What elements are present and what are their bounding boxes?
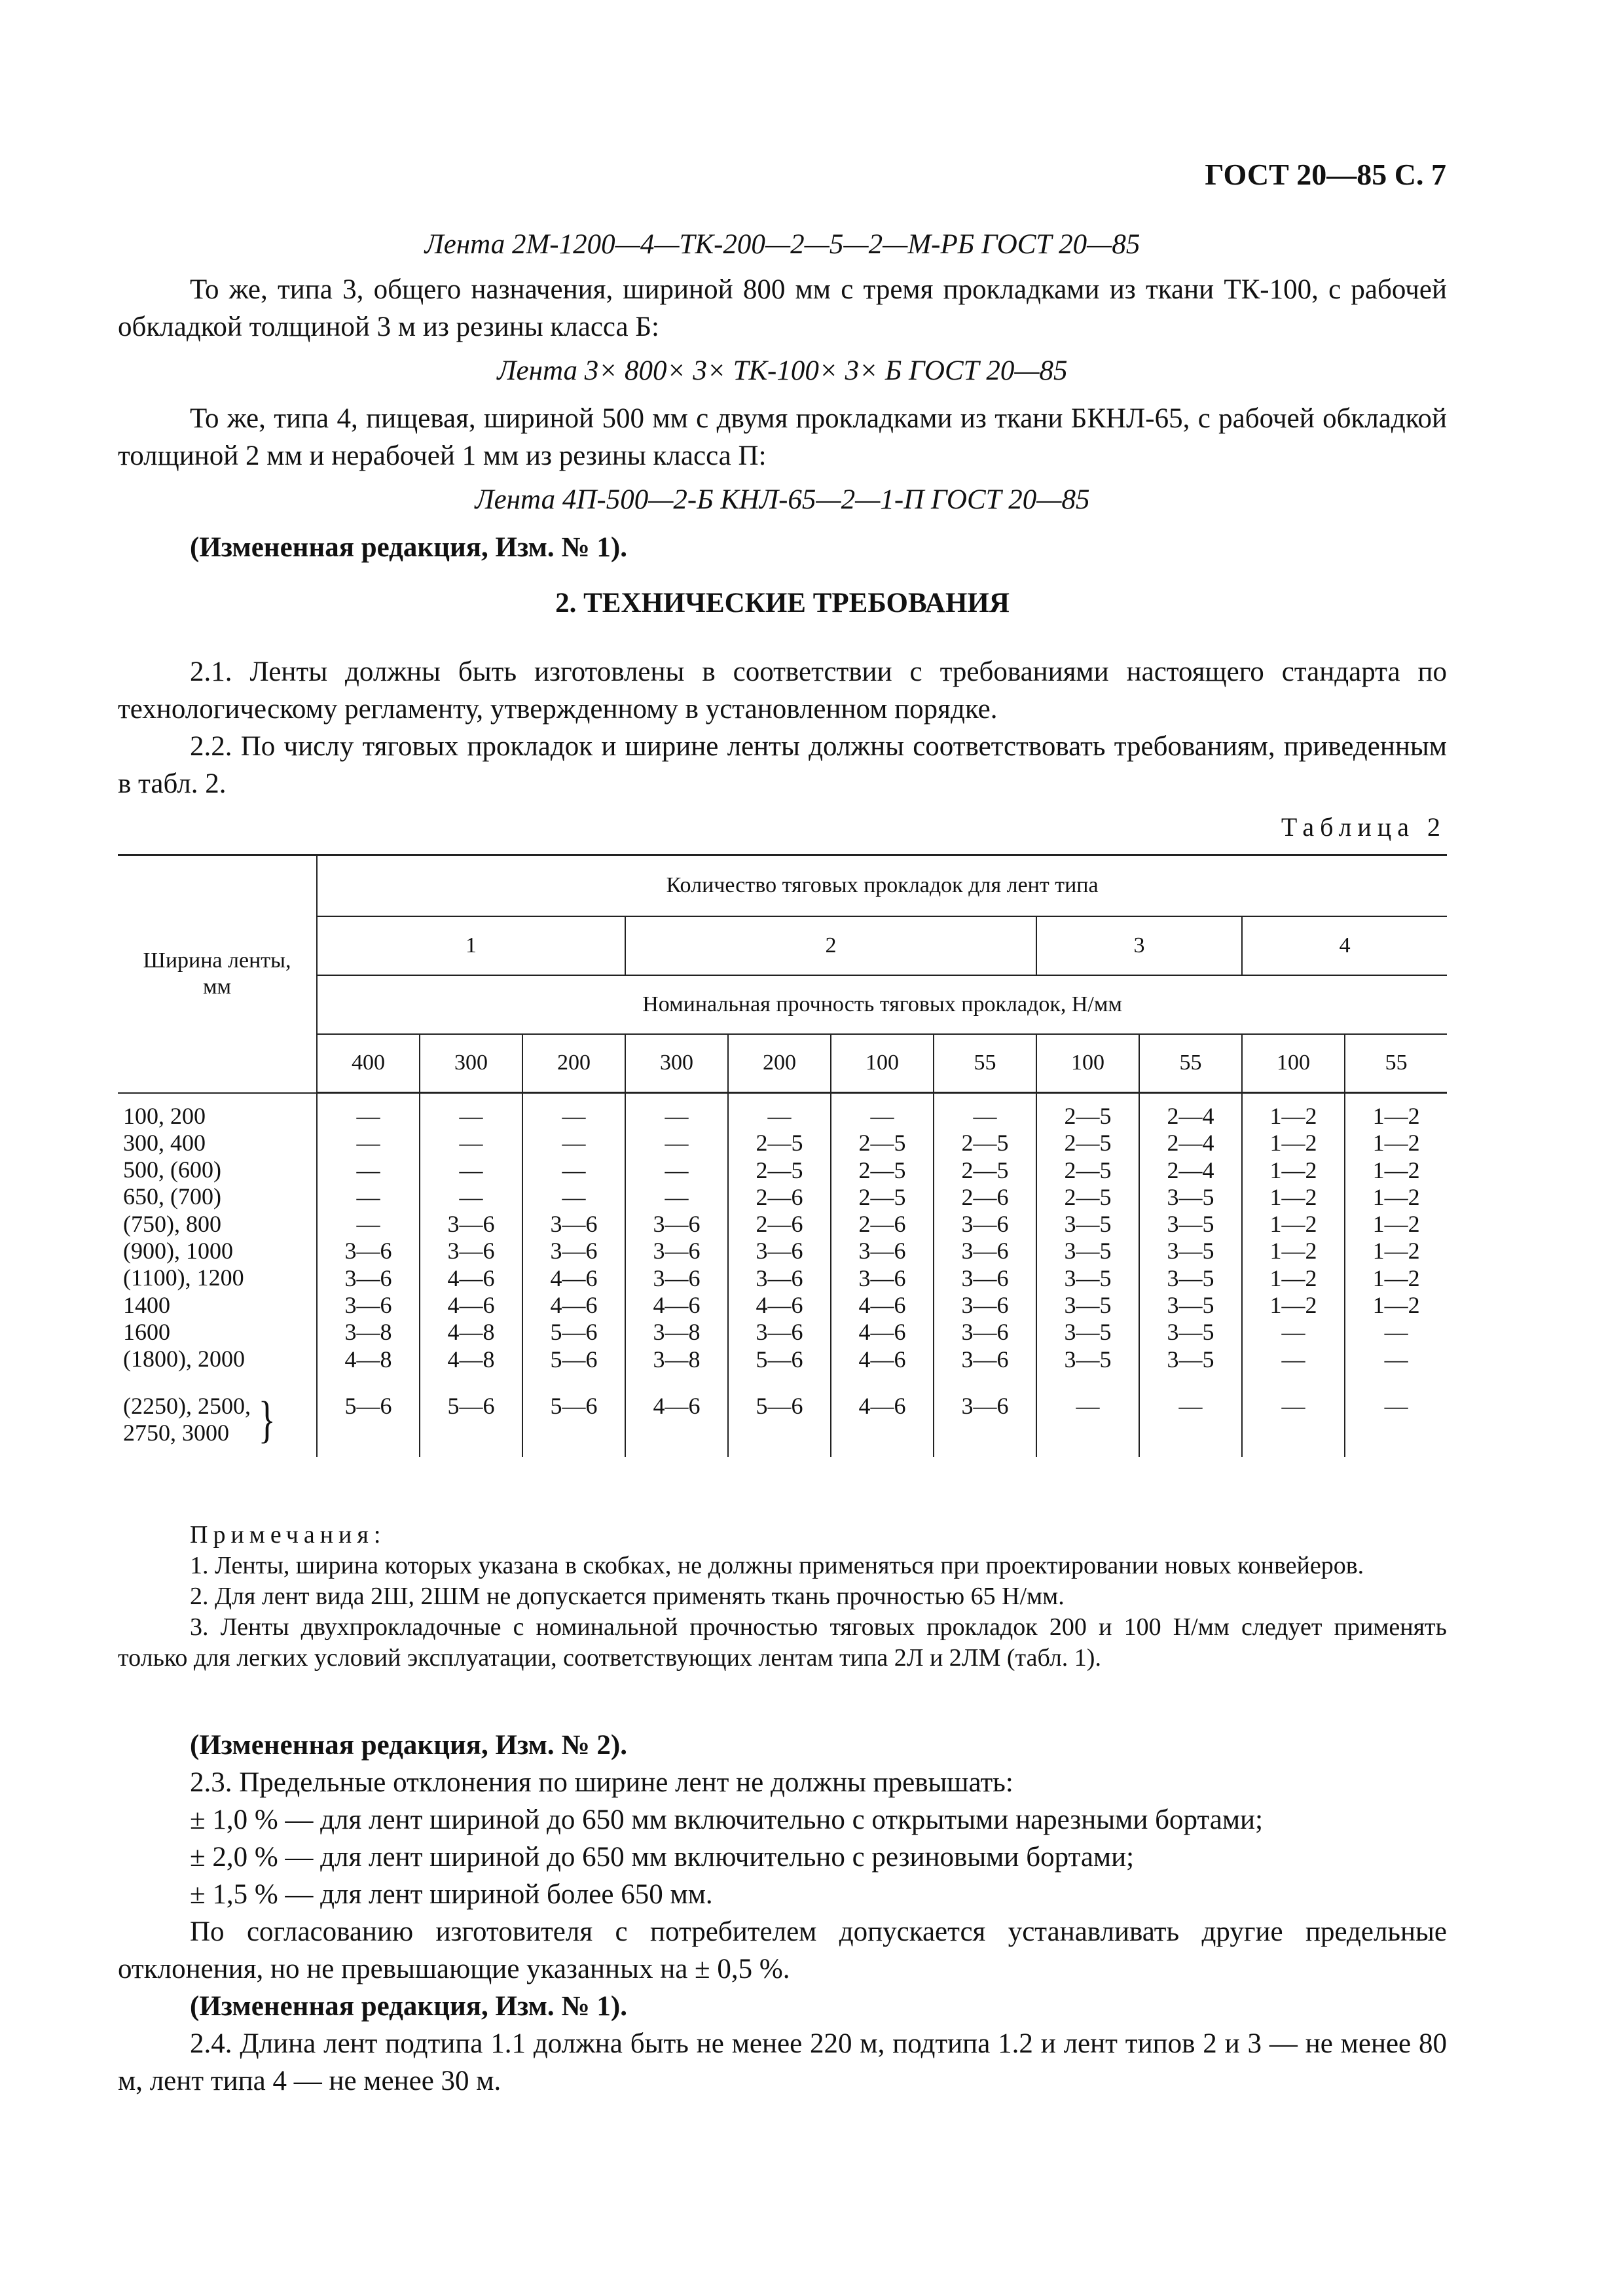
table-cell: 1—2 — [1372, 1265, 1420, 1291]
running-head: ГОСТ 20—85 С. 7 — [1205, 158, 1446, 191]
width-label: 300, 400 — [123, 1129, 206, 1156]
strength-cell: 100 — [1036, 1034, 1139, 1093]
table-cell: — — [356, 1211, 380, 1238]
section-2-continued — [118, 1727, 1447, 2100]
table-cell: — — [459, 1157, 483, 1183]
table-cell: — — [562, 1130, 586, 1157]
table-cell: 1—2 — [1269, 1292, 1317, 1319]
intro-block — [118, 226, 1447, 566]
table-cell: 1—2 — [1372, 1130, 1420, 1157]
clause-2-4: 2.4. Длина лент подтипа 1.1 должна быть не менее 220 м, подтипа 1.2 и лент типов 2 и 3 — не менее 80 м, лент типа 4 — не менее 30 м. — [118, 2028, 1447, 2096]
width-label: 650, (700) — [123, 1183, 221, 1210]
table-cell: 3—5 — [1167, 1319, 1214, 1346]
table-cell: 1—2 — [1269, 1211, 1317, 1238]
strength-cell: 55 — [1139, 1034, 1242, 1093]
table-cell: 2—6 — [756, 1183, 803, 1210]
width-group-line: 2750, 3000 — [123, 1419, 229, 1446]
strength-cell: 200 — [728, 1034, 831, 1093]
table-cell: 3—6 — [961, 1346, 1009, 1372]
table-cell: 1—2 — [1269, 1130, 1317, 1157]
table-cell: 5—6 — [756, 1346, 803, 1372]
table-cell: 3—8 — [653, 1319, 701, 1346]
value-column — [934, 1093, 1036, 1384]
table-cell: 2—5 — [1064, 1103, 1112, 1129]
table-cell: 1—2 — [1372, 1103, 1420, 1129]
table-cell: 3—6 — [344, 1265, 392, 1291]
table-cell: 3—6 — [653, 1238, 701, 1265]
table-cell: 3—6 — [447, 1211, 495, 1238]
table-cell: 5—6 — [550, 1346, 598, 1372]
width-column-header: Ширина ленты, мм — [118, 855, 317, 1093]
table-cell: 4—6 — [447, 1292, 495, 1319]
width-group-cell — [118, 1384, 317, 1457]
table-cell: — — [356, 1103, 380, 1129]
table-cell: 3—6 — [756, 1319, 803, 1346]
table-cell: 1—2 — [1269, 1103, 1317, 1129]
last-row-value: 4—6 — [625, 1384, 728, 1457]
table-cell: 4—6 — [447, 1265, 495, 1291]
table-cell: 1—2 — [1372, 1157, 1420, 1183]
table-cell: 4—8 — [447, 1346, 495, 1372]
table-cell: — — [459, 1103, 483, 1129]
table-cell: 1—2 — [1372, 1292, 1420, 1319]
width-list-cell — [118, 1093, 317, 1384]
width-label: (750), 800 — [123, 1210, 221, 1237]
table-cell: — — [665, 1183, 689, 1210]
table-cell: 1—2 — [1372, 1238, 1420, 1265]
value-column — [420, 1093, 522, 1384]
type-3-header: 3 — [1036, 916, 1242, 975]
deviation-item-2: ± 2,0 % — для лент шириной до 650 мм включительно с резиновыми бортами; — [190, 1842, 1135, 1873]
table-cell: 2—5 — [756, 1157, 803, 1183]
table-cell: 3—5 — [1167, 1183, 1214, 1210]
table-cell: 2—5 — [961, 1157, 1009, 1183]
table-cell: — — [562, 1183, 586, 1210]
table-cell: 3—5 — [1064, 1238, 1112, 1265]
table-cell: 4—6 — [653, 1292, 701, 1319]
table-cell: — — [459, 1130, 483, 1157]
table-cell: 1—2 — [1269, 1157, 1317, 1183]
table-cell: 3—6 — [447, 1238, 495, 1265]
table-cell: — — [665, 1157, 689, 1183]
last-row-value: 5—6 — [317, 1384, 420, 1457]
value-column — [1036, 1093, 1139, 1384]
value-column — [625, 1093, 728, 1384]
table-cell: — — [356, 1130, 380, 1157]
designation-example-2: Лента 3× 800× 3× ТК-100× 3× Б ГОСТ 20—85 — [497, 355, 1068, 386]
table-cell: 3—6 — [961, 1238, 1009, 1265]
type-1-header: 1 — [317, 916, 625, 975]
note-1: 1. Ленты, ширина которых указана в скобках, не должны применяться при проектировании новых конвейеров. — [190, 1552, 1364, 1579]
value-column — [728, 1093, 831, 1384]
table-cell: 4—6 — [756, 1292, 803, 1319]
table-cell: 3—5 — [1064, 1319, 1112, 1346]
table-cell: 4—6 — [858, 1319, 906, 1346]
table-cell: 3—5 — [1064, 1292, 1112, 1319]
table-cell: 3—5 — [1167, 1346, 1214, 1372]
strength-header: Номинальная прочность тяговых прокладок, Н/мм — [317, 975, 1447, 1034]
table-cell: 2—4 — [1167, 1130, 1214, 1157]
table-cell: 4—6 — [858, 1292, 906, 1319]
deviation-item-3: ± 1,5 % — для лент шириной более 650 мм. — [190, 1879, 713, 1910]
table-cell: — — [562, 1157, 586, 1183]
table-cell: 5—6 — [550, 1319, 598, 1346]
table-cell: 3—5 — [1064, 1211, 1112, 1238]
table-cell: 3—6 — [653, 1211, 701, 1238]
table-last-row — [118, 1384, 1447, 1457]
table-cell: 4—6 — [550, 1265, 598, 1291]
last-row-value: — — [1242, 1384, 1345, 1457]
last-row-value: 5—6 — [420, 1384, 522, 1457]
table-cell: 2—4 — [1167, 1157, 1214, 1183]
last-row-value: — — [1139, 1384, 1242, 1457]
table-body-row — [118, 1093, 1447, 1384]
last-row-value: — — [1345, 1384, 1447, 1457]
clause-2-3: 2.3. Предельные отклонения по ширине лент не должны превышать: — [190, 1767, 1013, 1798]
table-cell: 3—6 — [961, 1265, 1009, 1291]
deviation-item-1: ± 1,0 % — для лент шириной до 650 мм включительно с открытыми нарезными бортами; — [190, 1804, 1264, 1835]
strength-cell: 100 — [1242, 1034, 1345, 1093]
designation-example-3: Лента 4П-500—2-Б КНЛ-65—2—1-П ГОСТ 20—85 — [475, 484, 1090, 515]
strength-cell: 300 — [625, 1034, 728, 1093]
table-cell: 2—5 — [858, 1157, 906, 1183]
strength-cell: 400 — [317, 1034, 420, 1093]
type-4-header: 4 — [1242, 916, 1447, 975]
notes-title: Примечания: — [190, 1521, 386, 1549]
width-label: 1600 — [123, 1318, 170, 1345]
table-cell: 3—5 — [1167, 1238, 1214, 1265]
table-caption: Таблица 2 — [1281, 812, 1446, 842]
ply-count-header: Количество тяговых прокладок для лент типа — [317, 855, 1447, 916]
strength-cell: 55 — [1345, 1034, 1447, 1093]
table-cell: — — [973, 1103, 997, 1129]
table-cell: 1—2 — [1269, 1238, 1317, 1265]
table-cell: 3—6 — [961, 1292, 1009, 1319]
value-column — [1242, 1093, 1345, 1384]
width-label: 100, 200 — [123, 1102, 206, 1129]
width-label: (900), 1000 — [123, 1237, 233, 1264]
value-column — [831, 1093, 934, 1384]
table-cell: 2—5 — [1064, 1183, 1112, 1210]
table-cell: — — [562, 1103, 586, 1129]
table-cell: 1—2 — [1372, 1211, 1420, 1238]
table-cell: 1—2 — [1269, 1183, 1317, 1210]
table-cell: 3—5 — [1167, 1211, 1214, 1238]
table-cell: — — [870, 1103, 894, 1129]
width-label: 1400 — [123, 1291, 170, 1318]
table-cell: — — [1281, 1319, 1305, 1346]
table-cell: — — [767, 1103, 792, 1129]
example-paragraph-2: То же, типа 4, пищевая, шириной 500 мм с двумя прокладками из ткани БКНЛ-65, с рабочей обкладкой толщиной 2 мм и нерабочей 1 мм из резины класса П: — [118, 403, 1447, 471]
note-2: 2. Для лент вида 2Ш, 2ШМ не допускается применять ткань прочностью 65 Н/мм. — [190, 1583, 1065, 1610]
table-cell: 1—2 — [1372, 1183, 1420, 1210]
strength-cell: 55 — [934, 1034, 1036, 1093]
table-cell: 3—6 — [858, 1238, 906, 1265]
section-2-intro — [118, 653, 1447, 802]
table-cell: 4—6 — [858, 1346, 906, 1372]
table-cell: 3—6 — [961, 1319, 1009, 1346]
table-cell: 3—5 — [1167, 1265, 1214, 1291]
table-cell: 2—6 — [961, 1183, 1009, 1210]
table-cell: 3—6 — [756, 1238, 803, 1265]
table-cell: — — [665, 1103, 689, 1129]
table-cell: 3—5 — [1064, 1346, 1112, 1372]
strength-cell: 200 — [522, 1034, 625, 1093]
last-row-value: 4—6 — [831, 1384, 934, 1457]
clause-2-1: 2.1. Ленты должны быть изготовлены в соответствии с требованиями настоящего стандарта по технологическому регламенту, утвержденному в установленном порядке. — [118, 656, 1447, 725]
strength-cell: 300 — [420, 1034, 522, 1093]
last-row-value: 5—6 — [728, 1384, 831, 1457]
table-cell: — — [1384, 1319, 1408, 1346]
note-3: 3. Ленты двухпрокладочные с номинальной прочностью тяговых прокладок 200 и 100 Н/мм следует применять только для легких условий эксплуатации, соответствующих лентам типа 2Л и 2ЛМ (табл. 1). — [118, 1613, 1447, 1672]
table-cell: 4—8 — [447, 1319, 495, 1346]
notes-block — [118, 1520, 1447, 1674]
table-cell: 4—6 — [550, 1292, 598, 1319]
width-label: (1100), 1200 — [123, 1265, 244, 1291]
designation-example-1: Лента 2М-1200—4—ТК-200—2—5—2—М-РБ ГОСТ 20—85 — [424, 229, 1140, 260]
table-2 — [118, 854, 1447, 1457]
brace-glyph: } — [258, 1390, 276, 1448]
value-column — [1139, 1093, 1242, 1384]
table-cell: — — [356, 1157, 380, 1183]
width-label: (1800), 2000 — [123, 1346, 245, 1372]
table-cell: 2—5 — [858, 1183, 906, 1210]
amendment-note-2: (Измененная редакция, Изм. № 2). — [190, 1730, 627, 1761]
table-cell: 3—6 — [344, 1292, 392, 1319]
width-group-label — [123, 1393, 251, 1446]
table-cell: 2—5 — [756, 1130, 803, 1157]
clause-2-2: 2.2. По числу тяговых прокладок и ширине ленты должны соответствовать требованиям, приведенным в табл. 2. — [118, 731, 1447, 799]
table-cell: 3—6 — [756, 1265, 803, 1291]
agreement-paragraph: По согласованию изготовителя с потребителем допускается устанавливать другие предельные отклонения, но не превышающие указанных на ± 0,5 %. — [118, 1916, 1447, 1984]
table-cell: 3—5 — [1064, 1265, 1112, 1291]
table-cell: 2—4 — [1167, 1103, 1214, 1129]
last-row-value: 3—6 — [934, 1384, 1036, 1457]
table-cell: 2—5 — [961, 1130, 1009, 1157]
table-cell: 4—8 — [344, 1346, 392, 1372]
table-cell: — — [1281, 1346, 1305, 1372]
value-column — [317, 1093, 420, 1384]
ply-count-table — [118, 854, 1447, 1457]
section-title: 2. ТЕХНИЧЕСКИЕ ТРЕБОВАНИЯ — [555, 588, 1010, 619]
table-cell: 2—6 — [756, 1211, 803, 1238]
example-paragraph-1: То же, типа 3, общего назначения, шириной 800 мм с тремя прокладками из ткани ТК-100, с рабочей обкладкой толщиной 3 м из резины класса Б: — [118, 274, 1447, 342]
table-cell: 2—5 — [1064, 1157, 1112, 1183]
table-cell: — — [459, 1183, 483, 1210]
table-cell: — — [1384, 1346, 1408, 1372]
table-cell: 3—5 — [1167, 1292, 1214, 1319]
table-cell: 3—6 — [550, 1211, 598, 1238]
table-cell: 3—6 — [653, 1265, 701, 1291]
table-cell: 3—6 — [961, 1211, 1009, 1238]
table-cell: 2—6 — [858, 1211, 906, 1238]
table-cell: 3—8 — [344, 1319, 392, 1346]
table-cell: 2—5 — [1064, 1130, 1112, 1157]
strength-cell: 100 — [831, 1034, 934, 1093]
table-cell: — — [665, 1130, 689, 1157]
width-group-line: (2250), 2500, — [123, 1392, 251, 1419]
table-cell: 3—8 — [653, 1346, 701, 1372]
amendment-note: (Измененная редакция, Изм. № 1). — [190, 532, 627, 563]
table-cell: 3—6 — [550, 1238, 598, 1265]
type-2-header: 2 — [625, 916, 1036, 975]
value-column — [522, 1093, 625, 1384]
width-label: 500, (600) — [123, 1157, 221, 1183]
table-cell: 3—6 — [858, 1265, 906, 1291]
amendment-note-3: (Измененная редакция, Изм. № 1). — [190, 1991, 627, 2022]
value-column — [1345, 1093, 1447, 1384]
table-cell: — — [356, 1183, 380, 1210]
table-cell: 1—2 — [1269, 1265, 1317, 1291]
table-cell: 3—6 — [344, 1238, 392, 1265]
last-row-value: — — [1036, 1384, 1139, 1457]
table-cell: 2—5 — [858, 1130, 906, 1157]
last-row-value: 5—6 — [522, 1384, 625, 1457]
